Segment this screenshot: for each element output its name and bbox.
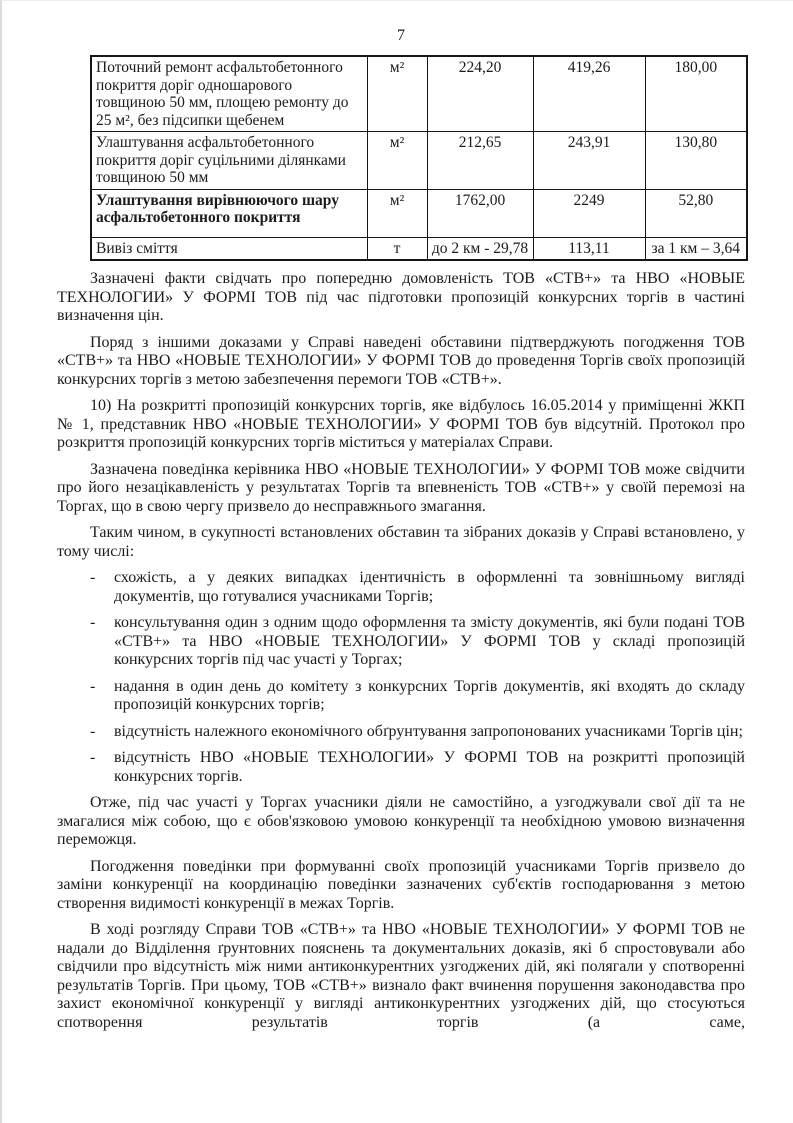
price-cell: 212,65 [427, 132, 533, 190]
rate-cell: 130,80 [645, 132, 747, 190]
bullet-dash: - [90, 749, 96, 766]
list-item [57, 723, 745, 742]
work-description-cell: Вивіз сміття [91, 237, 367, 260]
unit-cell: м² [367, 132, 427, 190]
price-cell: до 2 км - 29,78 [427, 237, 533, 260]
list-item-text: консультування один з одним щодо оформлення та змісту документів, які були подані ТОВ «СТВ+» та НВО «НОВЫЕ ТЕХНОЛОГИИ» У ФОРМІ ТОВ у складі пропозицій конкурсних торгів під час участі у Торгах; [114, 614, 745, 668]
list-item [57, 678, 745, 715]
bullet-dash: - [90, 677, 96, 695]
rate-cell: 52,80 [645, 189, 747, 237]
list-item-text: надання в один день до комітету з конкурсних Торгів документів, які входять до складу пропозицій конкурсних торгів; [114, 677, 745, 713]
volume-cell: 113,11 [533, 237, 645, 260]
unit-cell: м² [367, 56, 427, 132]
document-body [57, 270, 745, 1032]
price-cell: 1762,00 [427, 189, 533, 237]
volume-cell: 243,91 [533, 132, 645, 190]
volume-cell: 2249 [533, 189, 645, 237]
page-number: 7 [397, 27, 405, 44]
list-item [57, 569, 745, 606]
paragraph-behavior: Зазначена поведінка керівника НВО «НОВЫЕ ТЕХНОЛОГИИ» У ФОРМІ ТОВ може свідчити про його незацікавленість у результатах Торгів та впевненість ТОВ «СТВ+» у своїй перемозі на Торгах, що в свою чергу призвело до несправжнього змагання. [57, 460, 745, 515]
work-description-cell: Улаштування вирівнюючого шару асфальтобетонного покриття [91, 189, 367, 237]
table-row [91, 132, 747, 190]
list-item-text: відсутність належного економічного обґрунтування запропонованих учасниками Торгів цін; [114, 722, 743, 740]
work-description-cell: Улаштування асфальтобетонного покриття доріг суцільними ділянками товщиною 50 мм [91, 132, 367, 190]
unit-cell: м² [367, 189, 427, 237]
paragraph-therefore: Отже, під час участі у Торгах учасники діяли не самостійно, а узгоджували свої дії та не змагалися між собою, що є обов'язковою умовою конкуренції та необхідною умовою визначення переможця. [57, 794, 745, 848]
paragraph-case-review: В ході розгляду Справи ТОВ «СТВ+» та НВО «НОВЫЕ ТЕХНОЛОГИИ» У ФОРМІ ТОВ не надали до Відділення ґрунтовних пояснень та документальних доказів, які б спростовували або свідчили про відсутність між ними антиконкурентних узгоджених дій, які полягали у спотворенні результатів Торгів. При цьому, ТОВ «СТВ+» визнало факт вчинення порушення законодавства про захист економічної конкуренції у вигляді антиконкурентних узгоджених дій, що стосуються спотворення результатів торгів (а саме, [57, 921, 745, 1031]
volume-cell: 419,26 [533, 56, 645, 132]
table-row [91, 189, 747, 237]
works-cost-table [90, 55, 748, 261]
unit-cell: т [367, 237, 427, 260]
paragraph-evidence: Поряд з іншими доказами у Справі наведені обставини підтверджують погодження ТОВ «СТВ+» та НВО «НОВЫЕ ТЕХНОЛОГИИ» У ФОРМІ ТОВ до проведення Торгів своїх пропозицій конкурсних торгів з метою забезпечення перемоги ТОВ «СТВ+». [57, 333, 745, 388]
rate-cell: за 1 км – 3,64 [645, 237, 747, 260]
rate-cell: 180,00 [645, 56, 747, 132]
work-description-cell: Поточний ремонт асфальтобетонного покриття доріг одношарового товщиною 50 мм, площею ремонту до 25 м², без підсипки щебенем [91, 56, 367, 132]
bullet-dash: - [90, 614, 96, 631]
list-item [57, 749, 745, 786]
paragraph-coordination: Погодження поведінки при формуванні своїх пропозицій учасниками Торгів призвело до заміни конкуренції на координацію поведінки зазначених суб'єктів господарювання з метою створення видимості конкуренції в межах Торгів. [57, 857, 745, 912]
price-cell: 224,20 [427, 56, 533, 132]
paragraph-facts: Зазначені факти свідчать про попередню домовленість ТОВ «СТВ+» та НВО «НОВЫЕ ТЕХНОЛОГИИ» У ФОРМІ ТОВ під час підготовки пропозицій конкурсних торгів в частині визначення цін. [57, 270, 745, 324]
paragraph-item-10: 10) На розкритті пропозицій конкурсних торгів, яке відбулось 16.05.2014 у приміщенні ЖКП № 1, представник НВО «НОВЫЕ ТЕХНОЛОГИИ» У ФОРМІ ТОВ був відсутній. Протокол про розкриття пропозицій конкурсних торгів міститься у матеріалах Справи. [57, 397, 745, 451]
paragraph-conclusion-intro: Таким чином, в сукупності встановлених обставин та зібраних доказів у Справі встановлено, у тому числі: [57, 524, 745, 560]
findings-list [57, 569, 745, 786]
list-item-text: схожість, а у деяких випадках ідентичність в оформленні та зовнішньому вигляді документів, що готувалися учасниками Торгів; [114, 569, 745, 605]
table-row [91, 237, 747, 260]
bullet-dash: - [90, 569, 96, 586]
list-item [57, 614, 745, 670]
table-row [91, 56, 747, 132]
bullet-dash: - [90, 722, 96, 740]
list-item-text: відсутність НВО «НОВЫЕ ТЕХНОЛОГИИ» У ФОРМІ ТОВ на розкритті пропозицій конкурсних торгів. [114, 749, 745, 785]
